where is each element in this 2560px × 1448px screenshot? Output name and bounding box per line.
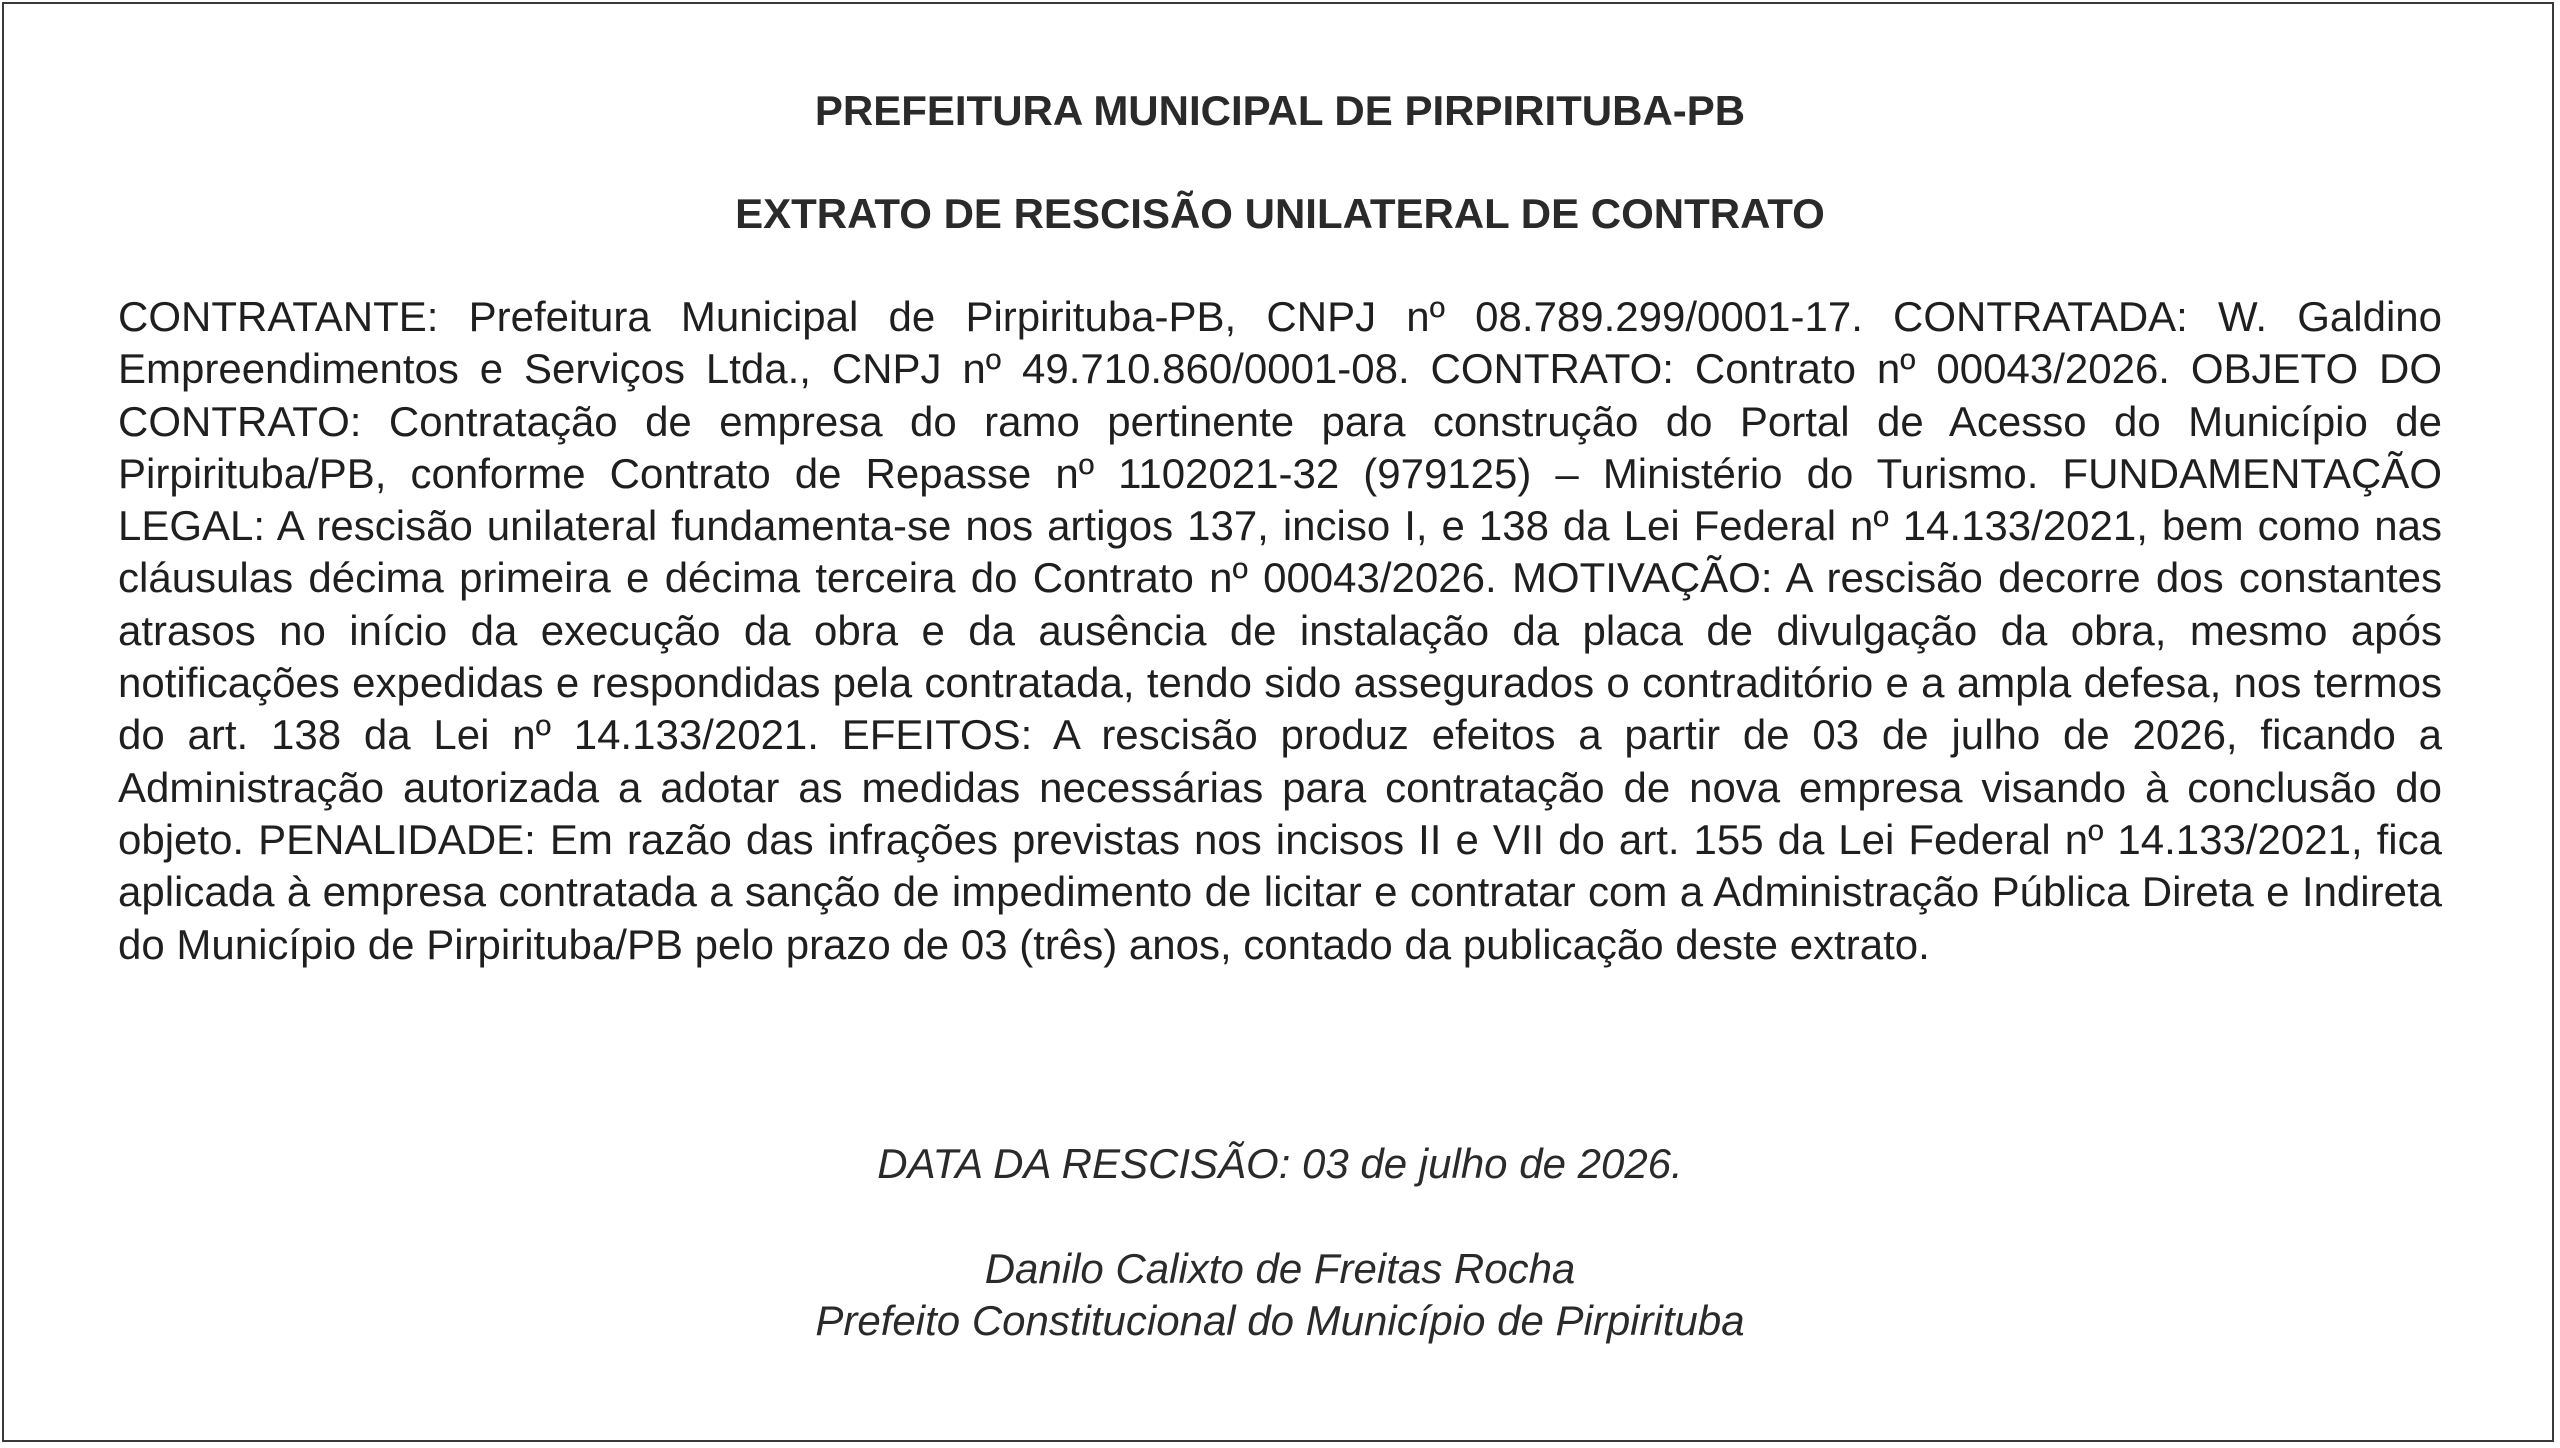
document-heading: PREFEITURA MUNICIPAL DE PIRPIRITUBA-PB <box>814 87 1746 134</box>
rescission-date: DATA DA RESCISÃO: 03 de julho de 2026. <box>877 1140 1683 1187</box>
signer-name: Danilo Calixto de Freitas Rocha <box>984 1245 1576 1292</box>
document-body: CONTRATANTE: Prefeitura Municipal de Pirpirituba-PB, CNPJ nº 08.789.299/0001-17. CONTRATADA: W. Galdino Empreendimentos e Serviços Ltda., CNPJ nº 49.710.860/0001-08. CONTRATO: Contrato nº 00043/2026. OBJETO DO CONTRATO: Contratação de empresa do ramo pertinente para construção do Portal de Acesso do Município de Pirpirituba/PB, conforme Contrato de Repasse nº 1102021-32 (979125) – Ministério do Turismo. FUNDAMENTAÇÃO LEGAL: A rescisão unilateral fundamenta-se nos artigos 137, inciso I, e 138 da Lei Federal nº 14.133/2021, bem como nas cláusulas décima primeira e décima terceira do Contrato nº 00043/2026. MOTIVAÇÃO: A rescisão decorre dos constantes atrasos no início da execução da obra e da ausência de instalação da placa de divulgação da obra, mesmo após notificações expedidas e respondidas pela contratada, tendo sido assegurados o contraditório e a ampla defesa, nos termos do art. 138 da Lei nº 14.133/2021. EFEITOS: A rescisão produz efeitos a partir de 03 de julho de 2026, ficando a Administração autorizada a adotar as medidas necessárias para contratação de nova empresa visando à conclusão do objeto. PENALIDADE: Em razão das infrações previstas nos incisos II e VII do art. 155 da Lei Federal nº 14.133/2021, fica aplicada à empresa contratada a sanção de impedimento de licitar e contratar com a Administração Pública Direta e Indireta do Município de Pirpirituba/PB pelo prazo de 03 (três) anos, contado da publicação deste extrato. <box>118 293 2442 968</box>
signer-title: Prefeito Constitucional do Município de Pirpirituba <box>815 1297 1745 1344</box>
document-subheading: EXTRATO DE RESCISÃO UNILATERAL DE CONTRATO <box>735 190 1825 237</box>
